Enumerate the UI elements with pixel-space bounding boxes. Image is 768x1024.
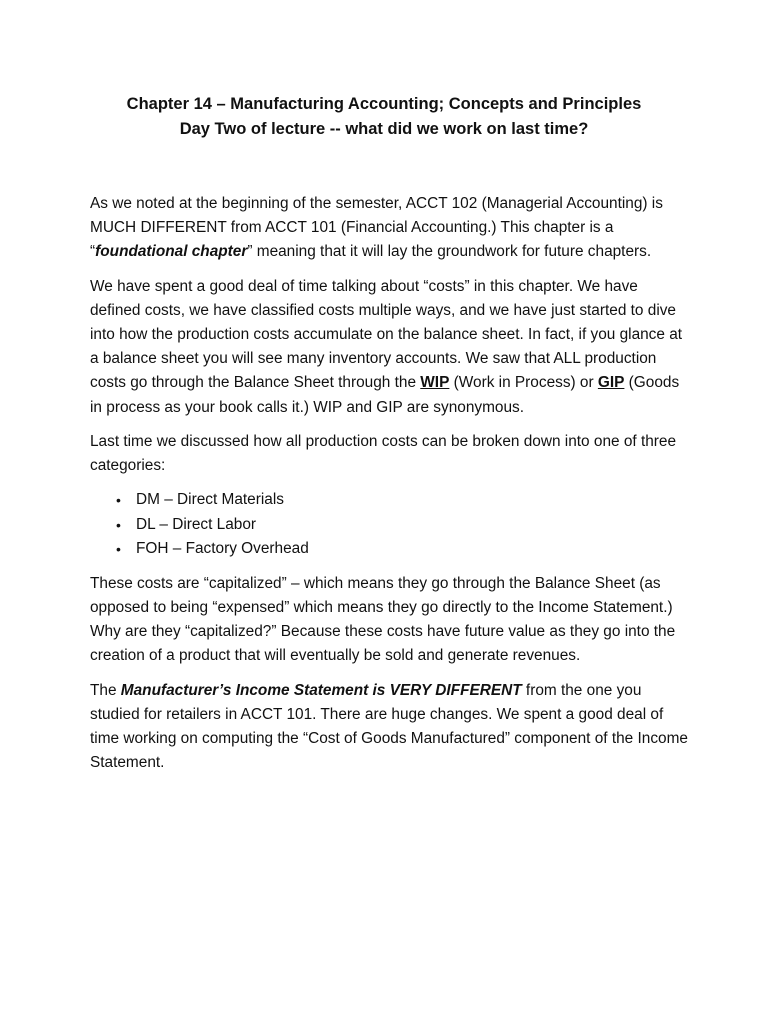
- paragraph-capitalized: These costs are “capitalized” – which means they go through the Balance Sheet (as opposed to being “expensed” which means they go directly to the Income Statement.) Why are they “capitalized?” Because these costs have future value as they go into the creation of a product that will eventually be sold and generate revenues.: [90, 574, 676, 665]
- lecture-subtitle: Day Two of lecture -- what did we work on last time?: [179, 120, 589, 138]
- paragraph-income-statement: [90, 679, 690, 776]
- paragraph-intro: [90, 192, 690, 265]
- bullet-icon: •: [116, 492, 121, 509]
- bullet-icon: •: [116, 541, 121, 558]
- list-item: [116, 488, 690, 513]
- paragraph-costs-text-a: We have spent a good deal of time talking about “costs” in this chapter. We have defined costs, we have classified costs multiple ways, and we have just started to dive into how the production costs accumulate on the balance sheet. In fact, if you glance at a balance sheet you will see many inventory accounts. We saw that ALL production costs go through the Balance Sheet through the: [90, 277, 683, 392]
- document-body: [90, 192, 690, 785]
- bullet-icon: •: [116, 516, 121, 533]
- cost-category-list: [90, 488, 690, 562]
- paragraph-intro-text-b: ” meaning that it will lay the groundwork for future chapters.: [247, 243, 652, 261]
- gip-term: GIP: [597, 374, 625, 392]
- paragraph-categories: Last time we discussed how all production costs can be broken down into one of three categories:: [90, 432, 677, 475]
- list-item: [116, 537, 690, 562]
- paragraph-costs-text-b: (Work in Process) or: [449, 374, 598, 392]
- chapter-title: Chapter 14 – Manufacturing Accounting; Concepts and Principles: [126, 95, 642, 113]
- paragraph-costs-text-c: (Goods in process as your book calls it.) WIP and GIP are synonymous.: [90, 374, 680, 416]
- list-item: [116, 513, 690, 538]
- paragraph-intro-text-a: As we noted at the beginning of the semester, ACCT 102 (Managerial Accounting) is MUCH DIFFERENT from ACCT 101 (Financial Accounting.) This chapter is a “: [90, 195, 663, 261]
- manufacturer-income-statement-emphasis: Manufacturer’s Income Statement is VERY DIFFERENT: [120, 681, 522, 699]
- list-item-label: DM – Direct Materials: [136, 491, 284, 509]
- foundational-chapter-emphasis: foundational chapter: [95, 243, 248, 261]
- list-item-label: DL – Direct Labor: [136, 515, 257, 533]
- paragraph-income-statement-text-a: The: [90, 681, 121, 699]
- wip-term: WIP: [420, 374, 450, 392]
- paragraph-income-statement-text-b: from the one you studied for retailers in ACCT 101. There are huge changes. We spent a good deal of time working on computing the “Cost of Goods Manufactured” component of the Income Statement.: [90, 681, 688, 772]
- document-title: [0, 92, 768, 142]
- paragraph-costs: [90, 275, 690, 420]
- list-item-label: FOH – Factory Overhead: [136, 540, 309, 558]
